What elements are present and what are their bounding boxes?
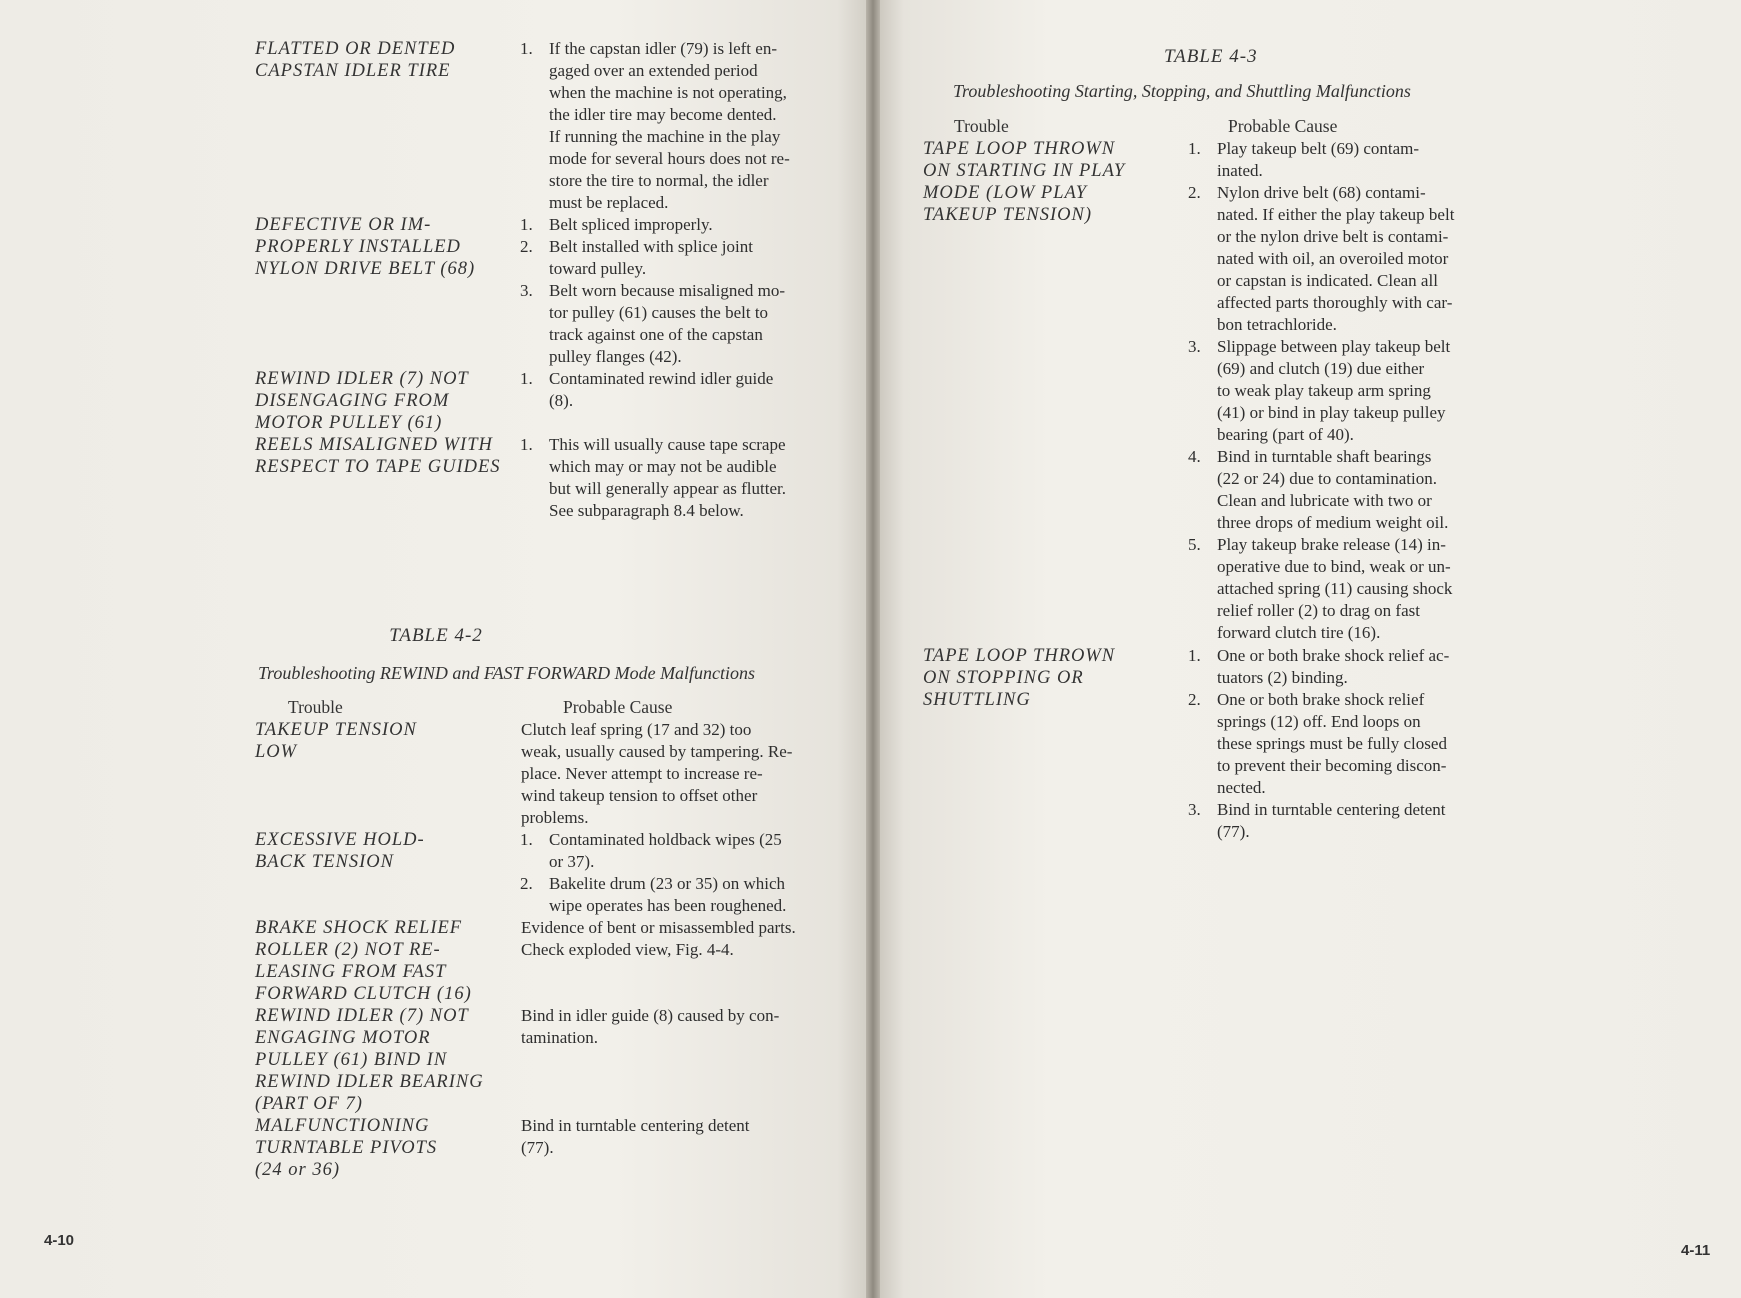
- trouble-entry: [923, 138, 1178, 226]
- text-line: EXCESSIVE HOLD-: [255, 830, 425, 850]
- text-line: FORWARD CLUTCH (16): [255, 984, 472, 1004]
- text-line: Belt spliced improperly.: [549, 215, 713, 234]
- cause-number: 1.: [1188, 139, 1201, 158]
- cause-number: 5.: [1188, 535, 1201, 554]
- text-line: Contaminated rewind idler guide: [549, 369, 774, 388]
- text-line: (77).: [1217, 822, 1250, 841]
- cause-number: 1.: [520, 215, 533, 234]
- text-line: or capstan is indicated. Clean all: [1217, 271, 1438, 290]
- text-line: or the nylon drive belt is contami-: [1217, 227, 1449, 246]
- text-line: BRAKE SHOCK RELIEF: [255, 918, 463, 938]
- text-line: weak, usually caused by tampering. Re-: [521, 742, 793, 761]
- text-line: REWIND IDLER BEARING: [255, 1072, 484, 1092]
- text-line: NYLON DRIVE BELT (68): [255, 259, 476, 279]
- text-line: these springs must be fully closed: [1217, 734, 1447, 753]
- column-header-probable-cause: Probable Cause: [1228, 116, 1338, 136]
- cause-number: 2.: [520, 237, 533, 256]
- trouble-entry: [255, 434, 520, 478]
- text-line: tor pulley (61) causes the belt to: [549, 303, 769, 322]
- probable-cause: [521, 1115, 835, 1159]
- trouble-entry: [255, 38, 520, 82]
- cause-number: 2.: [1188, 690, 1201, 709]
- trouble-entry: [255, 368, 520, 434]
- cause-number: 1.: [520, 369, 533, 388]
- text-line: ON STOPPING OR: [923, 668, 1084, 688]
- text-line: the idler tire may become dented.: [549, 105, 777, 124]
- text-line: which may or may not be audible: [549, 457, 777, 476]
- text-line: (8).: [549, 391, 574, 410]
- text-line: bon tetrachloride.: [1217, 315, 1337, 334]
- text-line: wind takeup tension to offset other: [521, 786, 758, 805]
- probable-cause: [549, 873, 835, 917]
- text-line: to prevent their becoming discon-: [1217, 756, 1447, 775]
- text-line: REELS MISALIGNED WITH: [255, 435, 493, 455]
- text-line: (69) and clutch (19) due either: [1217, 359, 1425, 378]
- trouble-entry: [255, 1005, 520, 1115]
- text-line: Nylon drive belt (68) contami-: [1217, 183, 1426, 202]
- cause-number: 1.: [1188, 646, 1201, 665]
- text-line: when the machine is not operating,: [549, 83, 787, 102]
- text-line: TAPE LOOP THROWN: [923, 139, 1116, 159]
- page-number: 4-10: [44, 1232, 75, 1249]
- text-line: Bakelite drum (23 or 35) on which: [549, 874, 786, 893]
- text-line: LEASING FROM FAST: [255, 962, 447, 982]
- text-line: MOTOR PULLEY (61): [255, 413, 443, 433]
- probable-cause: [549, 236, 835, 280]
- text-line: tamination.: [521, 1028, 598, 1047]
- text-line: DISENGAGING FROM: [255, 391, 450, 411]
- text-line: nated. If either the play takeup belt: [1217, 205, 1455, 224]
- text-line: three drops of medium weight oil.: [1217, 513, 1449, 532]
- text-line: (PART OF 7): [255, 1094, 363, 1114]
- text-line: to weak play takeup arm spring: [1217, 381, 1431, 400]
- text-line: Bind in turntable shaft bearings: [1217, 447, 1432, 466]
- text-line: (24 or 36): [255, 1160, 341, 1180]
- cause-number: 2.: [520, 874, 533, 893]
- cause-number: 1.: [520, 39, 533, 58]
- probable-cause: [549, 280, 835, 368]
- text-line: nected.: [1217, 778, 1266, 797]
- text-line: If running the machine in the play: [549, 127, 781, 146]
- text-line: Bind in idler guide (8) caused by con-: [521, 1006, 780, 1025]
- text-line: Belt worn because misaligned mo-: [549, 281, 786, 300]
- text-line: PULLEY (61) BIND IN: [255, 1050, 448, 1070]
- cause-number: 3.: [1188, 800, 1201, 819]
- text-line: Clutch leaf spring (17 and 32) too: [521, 720, 752, 739]
- trouble-entry: [255, 214, 520, 280]
- probable-cause: [1217, 182, 1499, 336]
- text-line: relief roller (2) to drag on fast: [1217, 601, 1420, 620]
- column-header-probable-cause: Probable Cause: [563, 697, 673, 717]
- text-line: SHUTTLING: [923, 690, 1031, 710]
- page-number: 4-11: [1681, 1242, 1711, 1259]
- text-line: nated with oil, an overoiled motor: [1217, 249, 1449, 268]
- probable-cause: [549, 829, 835, 873]
- table-4-3-subtitle: Troubleshooting Starting, Stopping, and Shuttling Malfunctions: [953, 81, 1411, 101]
- text-line: REWIND IDLER (7) NOT: [255, 1006, 469, 1026]
- text-line: TAPE LOOP THROWN: [923, 646, 1116, 666]
- text-line: One or both brake shock relief: [1217, 690, 1425, 709]
- table-4-3-title: TABLE 4-3: [1164, 46, 1258, 67]
- trouble-entry: [255, 719, 520, 763]
- text-line: TURNTABLE PIVOTS: [255, 1138, 438, 1158]
- trouble-entry: [923, 645, 1178, 711]
- text-line: REWIND IDLER (7) NOT: [255, 369, 469, 389]
- cause-number: 1.: [520, 435, 533, 454]
- text-line: gaged over an extended period: [549, 61, 758, 80]
- text-line: toward pulley.: [549, 259, 647, 278]
- text-line: TAKEUP TENSION: [255, 720, 417, 740]
- text-line: BACK TENSION: [255, 852, 394, 872]
- text-line: DEFECTIVE OR IM-: [255, 215, 432, 235]
- text-line: MODE (LOW PLAY: [923, 183, 1088, 203]
- cause-number: 1.: [520, 830, 533, 849]
- probable-cause: [1217, 336, 1499, 446]
- probable-cause: [521, 917, 835, 961]
- text-line: One or both brake shock relief ac-: [1217, 646, 1450, 665]
- text-line: ON STARTING IN PLAY: [923, 161, 1126, 181]
- probable-cause: [521, 1005, 835, 1049]
- trouble-entry: [255, 829, 520, 873]
- text-line: place. Never attempt to increase re-: [521, 764, 763, 783]
- text-line: problems.: [521, 808, 589, 827]
- text-line: PROPERLY INSTALLED: [255, 237, 461, 257]
- probable-cause: [1217, 689, 1499, 799]
- probable-cause: [1217, 446, 1499, 534]
- table-4-2-title: TABLE 4-2: [389, 625, 483, 646]
- text-line: track against one of the capstan: [549, 325, 763, 344]
- probable-cause: [549, 214, 835, 236]
- probable-cause: [549, 434, 835, 522]
- text-line: (22 or 24) due to contamination.: [1217, 469, 1438, 488]
- text-line: CAPSTAN IDLER TIRE: [255, 61, 451, 81]
- text-line: ENGAGING MOTOR: [255, 1028, 431, 1048]
- cause-number: 3.: [1188, 337, 1201, 356]
- probable-cause: [549, 368, 835, 412]
- trouble-entry: [255, 917, 520, 1005]
- probable-cause: [1217, 799, 1499, 843]
- text-line: Check exploded view, Fig. 4-4.: [521, 940, 734, 959]
- text-line: Contaminated holdback wipes (25: [549, 830, 782, 849]
- text-line: Belt installed with splice joint: [549, 237, 753, 256]
- text-line: Bind in turntable centering detent: [1217, 800, 1446, 819]
- probable-cause: [521, 719, 835, 829]
- text-line: springs (12) off. End loops on: [1217, 712, 1421, 731]
- text-line: or 37).: [549, 852, 595, 871]
- text-line: attached spring (11) causing shock: [1217, 579, 1453, 598]
- text-line: MALFUNCTIONING: [255, 1116, 430, 1136]
- text-line: TAKEUP TENSION): [923, 205, 1093, 225]
- text-line: (41) or bind in play takeup pulley: [1217, 403, 1446, 422]
- text-line: pulley flanges (42).: [549, 347, 682, 366]
- probable-cause: [1217, 645, 1499, 689]
- text-line: Slippage between play takeup belt: [1217, 337, 1451, 356]
- cause-number: 4.: [1188, 447, 1201, 466]
- text-line: See subparagraph 8.4 below.: [549, 501, 744, 520]
- right-page: [878, 0, 1741, 1298]
- text-line: mode for several hours does not re-: [549, 149, 790, 168]
- text-line: Play takeup belt (69) contam-: [1217, 139, 1420, 158]
- text-line: If the capstan idler (79) is left en-: [549, 39, 777, 58]
- text-line: RESPECT TO TAPE GUIDES: [255, 457, 501, 477]
- probable-cause: [1217, 138, 1499, 182]
- column-header-trouble: Trouble: [288, 697, 343, 717]
- text-line: tuators (2) binding.: [1217, 668, 1348, 687]
- text-line: (77).: [521, 1138, 554, 1157]
- text-line: ROLLER (2) NOT RE-: [255, 940, 441, 960]
- probable-cause: [1217, 534, 1499, 644]
- text-line: Clean and lubricate with two or: [1217, 491, 1432, 510]
- text-line: wipe operates has been roughened.: [549, 896, 787, 915]
- text-line: This will usually cause tape scrape: [549, 435, 786, 454]
- text-line: forward clutch tire (16).: [1217, 623, 1381, 642]
- column-header-trouble: Trouble: [954, 116, 1009, 136]
- text-line: Play takeup brake release (14) in-: [1217, 535, 1446, 554]
- probable-cause: [549, 38, 835, 214]
- text-line: inated.: [1217, 161, 1263, 180]
- text-line: FLATTED OR DENTED: [255, 39, 456, 59]
- table-4-2-subtitle: Troubleshooting REWIND and FAST FORWARD Mode Malfunctions: [258, 663, 756, 683]
- cause-number: 3.: [520, 281, 533, 300]
- text-line: operative due to bind, weak or un-: [1217, 557, 1451, 576]
- text-line: Evidence of bent or misassembled parts.: [521, 918, 796, 937]
- text-line: Bind in turntable centering detent: [521, 1116, 750, 1135]
- trouble-entry: [255, 1115, 520, 1181]
- cause-number: 2.: [1188, 183, 1201, 202]
- text-line: store the tire to normal, the idler: [549, 171, 769, 190]
- text-line: LOW: [255, 742, 298, 762]
- book-gutter: [866, 0, 880, 1298]
- text-line: but will generally appear as flutter.: [549, 479, 786, 498]
- text-line: must be replaced.: [549, 193, 669, 212]
- text-line: affected parts thoroughly with car-: [1217, 293, 1453, 312]
- text-line: bearing (part of 40).: [1217, 425, 1354, 444]
